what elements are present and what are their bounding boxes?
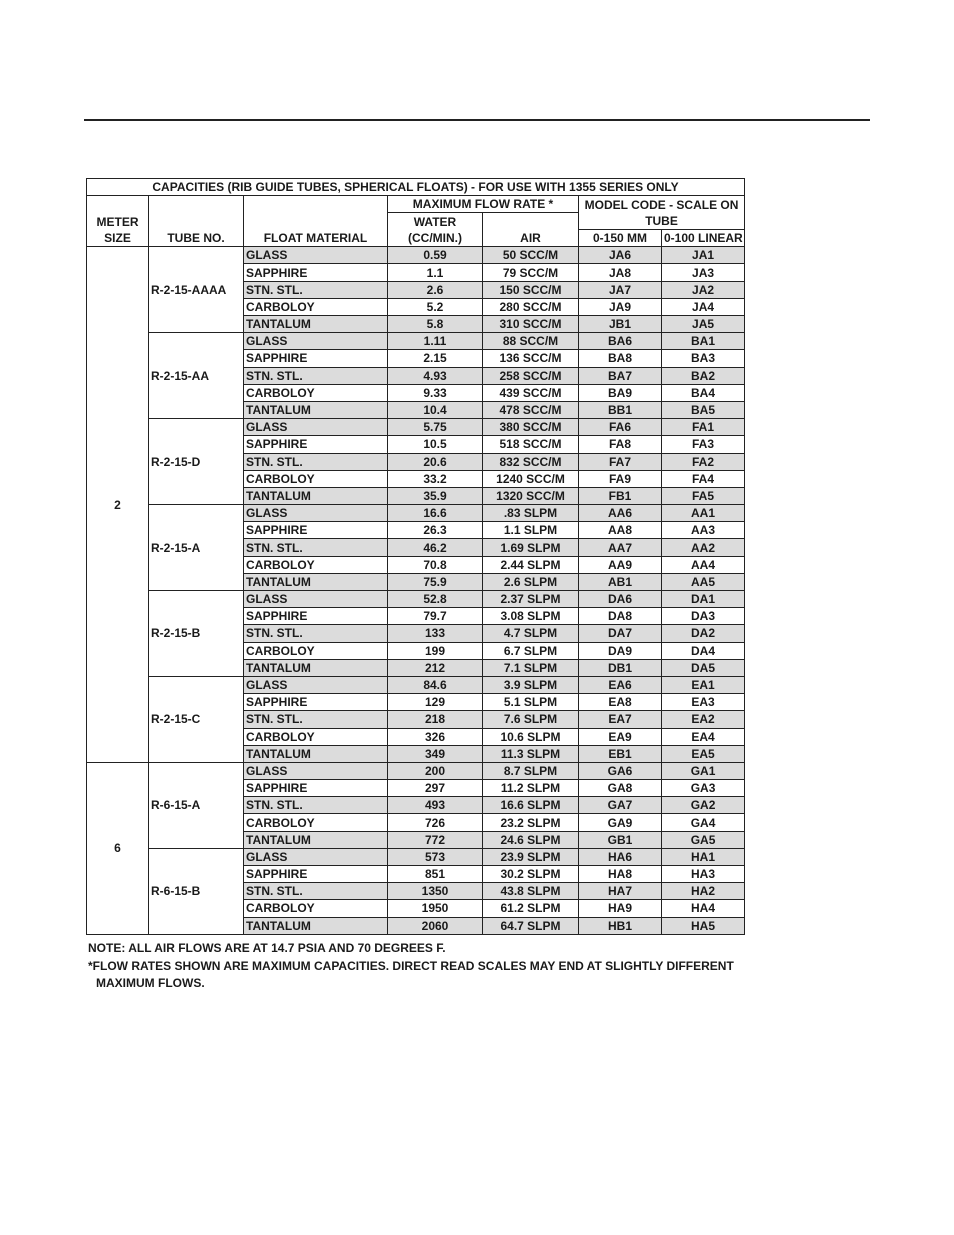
table-title: CAPACITIES (RIB GUIDE TUBES, SPHERICAL FLOATS) - FOR USE WITH 1355 SERIES ONLY (87, 179, 745, 196)
air-flow-cell: 7.6 SLPM (483, 711, 579, 728)
capacities-table (86, 178, 745, 935)
water-flow-cell: 2.6 (388, 281, 483, 298)
header-water-units: (CC/MIN.) (388, 230, 483, 247)
tube-no-cell: R-2-15-B (149, 591, 244, 677)
air-flow-cell: 10.6 SLPM (483, 728, 579, 745)
model-code-mm-cell: FA6 (579, 419, 662, 436)
water-flow-cell: 326 (388, 728, 483, 745)
float-material-cell: SAPPHIRE (244, 694, 388, 711)
air-flow-cell: 23.9 SLPM (483, 848, 579, 865)
water-flow-cell: 35.9 (388, 487, 483, 504)
float-material-cell: TANTALUM (244, 401, 388, 418)
float-material-cell: GLASS (244, 247, 388, 264)
water-flow-cell: 9.33 (388, 384, 483, 401)
air-flow-cell: 11.2 SLPM (483, 780, 579, 797)
model-code-linear-cell: HA5 (662, 917, 745, 934)
model-code-mm-cell: HA7 (579, 883, 662, 900)
table-row (87, 676, 745, 693)
float-material-cell: SAPPHIRE (244, 866, 388, 883)
model-code-linear-cell: AA5 (662, 573, 745, 590)
model-code-mm-cell: GA7 (579, 797, 662, 814)
model-code-linear-cell: AA3 (662, 522, 745, 539)
model-code-linear-cell: DA1 (662, 591, 745, 608)
float-material-cell: GLASS (244, 591, 388, 608)
air-flow-cell: 136 SCC/M (483, 350, 579, 367)
water-flow-cell: 2.15 (388, 350, 483, 367)
air-flow-cell: 439 SCC/M (483, 384, 579, 401)
water-flow-cell: 26.3 (388, 522, 483, 539)
model-code-mm-cell: GA9 (579, 814, 662, 831)
model-code-mm-cell: AA8 (579, 522, 662, 539)
header-size: SIZE (87, 230, 149, 247)
note-air-conditions: NOTE: ALL AIR FLOWS ARE AT 14.7 PSIA AND 70 DEGREES F. (88, 941, 446, 955)
float-material-cell: GLASS (244, 848, 388, 865)
header-air: AIR (483, 230, 579, 247)
model-code-linear-cell: GA4 (662, 814, 745, 831)
float-material-cell: STN. STL. (244, 797, 388, 814)
model-code-mm-cell: HA6 (579, 848, 662, 865)
model-code-mm-cell: JA8 (579, 264, 662, 281)
float-material-cell: CARBOLOY (244, 298, 388, 315)
model-code-linear-cell: BA5 (662, 401, 745, 418)
model-code-linear-cell: JA2 (662, 281, 745, 298)
model-code-linear-cell: JA5 (662, 316, 745, 333)
header-water: WATER (388, 213, 483, 230)
model-code-linear-cell: BA3 (662, 350, 745, 367)
model-code-linear-cell: FA2 (662, 453, 745, 470)
model-code-linear-cell: AA4 (662, 556, 745, 573)
float-material-cell: STN. STL. (244, 883, 388, 900)
float-material-cell: STN. STL. (244, 711, 388, 728)
table-row (87, 247, 745, 264)
water-flow-cell: 70.8 (388, 556, 483, 573)
tube-no-cell: R-2-15-AA (149, 333, 244, 419)
model-code-mm-cell: JA6 (579, 247, 662, 264)
float-material-cell: STN. STL. (244, 281, 388, 298)
water-flow-cell: 297 (388, 780, 483, 797)
air-flow-cell: 3.9 SLPM (483, 676, 579, 693)
water-flow-cell: 493 (388, 797, 483, 814)
water-flow-cell: 772 (388, 831, 483, 848)
tube-no-cell: R-6-15-A (149, 762, 244, 848)
model-code-linear-cell: GA3 (662, 780, 745, 797)
header-float-blank (244, 196, 388, 213)
water-flow-cell: 1.11 (388, 333, 483, 350)
table-row (87, 591, 745, 608)
air-flow-cell: 478 SCC/M (483, 401, 579, 418)
air-flow-cell: 24.6 SLPM (483, 831, 579, 848)
air-flow-cell: 1240 SCC/M (483, 470, 579, 487)
model-code-linear-cell: BA1 (662, 333, 745, 350)
water-flow-cell: 33.2 (388, 470, 483, 487)
model-code-mm-cell: HB1 (579, 917, 662, 934)
model-code-mm-cell: GA8 (579, 780, 662, 797)
water-flow-cell: 1.1 (388, 264, 483, 281)
tube-no-cell: R-6-15-B (149, 848, 244, 934)
meter-size-cell: 6 (87, 762, 149, 934)
model-code-linear-cell: HA3 (662, 866, 745, 883)
float-material-cell: CARBOLOY (244, 556, 388, 573)
table-row (87, 419, 745, 436)
water-flow-cell: 79.7 (388, 608, 483, 625)
model-code-linear-cell: DA5 (662, 659, 745, 676)
float-material-cell: GLASS (244, 419, 388, 436)
model-code-mm-cell: AA9 (579, 556, 662, 573)
air-flow-cell: 258 SCC/M (483, 367, 579, 384)
air-flow-cell: 2.37 SLPM (483, 591, 579, 608)
float-material-cell: SAPPHIRE (244, 608, 388, 625)
water-flow-cell: 10.4 (388, 401, 483, 418)
air-flow-cell: 61.2 SLPM (483, 900, 579, 917)
model-code-mm-cell: BA6 (579, 333, 662, 350)
model-code-mm-cell: BA8 (579, 350, 662, 367)
header-model-code: MODEL CODE - SCALE ON (579, 196, 745, 213)
header-rule (84, 119, 870, 121)
model-code-mm-cell: EA8 (579, 694, 662, 711)
model-code-linear-cell: FA5 (662, 487, 745, 504)
float-material-cell: TANTALUM (244, 917, 388, 934)
header-air-blank (483, 213, 579, 230)
model-code-linear-cell: EA3 (662, 694, 745, 711)
water-flow-cell: 0.59 (388, 247, 483, 264)
model-code-mm-cell: AA6 (579, 505, 662, 522)
water-flow-cell: 16.6 (388, 505, 483, 522)
model-code-mm-cell: JA9 (579, 298, 662, 315)
water-flow-cell: 2060 (388, 917, 483, 934)
float-material-cell: TANTALUM (244, 316, 388, 333)
header-tube-no: TUBE NO. (149, 230, 244, 247)
float-material-cell: STN. STL. (244, 453, 388, 470)
water-flow-cell: 84.6 (388, 676, 483, 693)
table-row (87, 848, 745, 865)
model-code-mm-cell: AB1 (579, 573, 662, 590)
model-code-linear-cell: DA3 (662, 608, 745, 625)
float-material-cell: CARBOLOY (244, 642, 388, 659)
model-code-mm-cell: EB1 (579, 745, 662, 762)
model-code-mm-cell: EA6 (579, 676, 662, 693)
air-flow-cell: 150 SCC/M (483, 281, 579, 298)
air-flow-cell: 2.44 SLPM (483, 556, 579, 573)
float-material-cell: TANTALUM (244, 659, 388, 676)
model-code-linear-cell: EA4 (662, 728, 745, 745)
model-code-mm-cell: DA7 (579, 625, 662, 642)
float-material-cell: CARBOLOY (244, 814, 388, 831)
model-code-linear-cell: FA4 (662, 470, 745, 487)
water-flow-cell: 5.75 (388, 419, 483, 436)
model-code-linear-cell: HA2 (662, 883, 745, 900)
float-material-cell: GLASS (244, 762, 388, 779)
water-flow-cell: 1350 (388, 883, 483, 900)
water-flow-cell: 10.5 (388, 436, 483, 453)
model-code-mm-cell: JB1 (579, 316, 662, 333)
model-code-mm-cell: FA8 (579, 436, 662, 453)
float-material-cell: SAPPHIRE (244, 264, 388, 281)
header-tube-blank (149, 196, 244, 213)
note-flow-rates: *FLOW RATES SHOWN ARE MAXIMUM CAPACITIES. DIRECT READ SCALES MAY END AT SLIGHTLY DIFFERENT (88, 958, 734, 973)
model-code-linear-cell: JA3 (662, 264, 745, 281)
model-code-mm-cell: DA6 (579, 591, 662, 608)
header-max-flow-rate: MAXIMUM FLOW RATE * (388, 196, 579, 213)
water-flow-cell: 129 (388, 694, 483, 711)
model-code-mm-cell: BB1 (579, 401, 662, 418)
model-code-linear-cell: GA2 (662, 797, 745, 814)
float-material-cell: STN. STL. (244, 367, 388, 384)
float-material-cell: STN. STL. (244, 539, 388, 556)
air-flow-cell: 832 SCC/M (483, 453, 579, 470)
model-code-linear-cell: EA5 (662, 745, 745, 762)
meter-size-cell: 2 (87, 247, 149, 763)
float-material-cell: GLASS (244, 676, 388, 693)
model-code-mm-cell: GB1 (579, 831, 662, 848)
air-flow-cell: 23.2 SLPM (483, 814, 579, 831)
water-flow-cell: 4.93 (388, 367, 483, 384)
float-material-cell: GLASS (244, 333, 388, 350)
model-code-mm-cell: FA9 (579, 470, 662, 487)
model-code-mm-cell: DA9 (579, 642, 662, 659)
air-flow-cell: 30.2 SLPM (483, 866, 579, 883)
table-body (87, 247, 745, 935)
water-flow-cell: 46.2 (388, 539, 483, 556)
model-code-linear-cell: FA1 (662, 419, 745, 436)
air-flow-cell: 4.7 SLPM (483, 625, 579, 642)
model-code-mm-cell: DA8 (579, 608, 662, 625)
tube-no-cell: R-2-15-AAAA (149, 247, 244, 333)
model-code-linear-cell: EA2 (662, 711, 745, 728)
table-row (87, 505, 745, 522)
float-material-cell: TANTALUM (244, 831, 388, 848)
model-code-linear-cell: FA3 (662, 436, 745, 453)
air-flow-cell: 2.6 SLPM (483, 573, 579, 590)
air-flow-cell: 7.1 SLPM (483, 659, 579, 676)
model-code-linear-cell: GA1 (662, 762, 745, 779)
header-meter-size-blank (87, 196, 149, 213)
air-flow-cell: 6.7 SLPM (483, 642, 579, 659)
model-code-mm-cell: BA9 (579, 384, 662, 401)
model-code-mm-cell: AA7 (579, 539, 662, 556)
float-material-cell: SAPPHIRE (244, 522, 388, 539)
model-code-mm-cell: EA7 (579, 711, 662, 728)
model-code-linear-cell: JA1 (662, 247, 745, 264)
water-flow-cell: 5.8 (388, 316, 483, 333)
model-code-linear-cell: GA5 (662, 831, 745, 848)
air-flow-cell: .83 SLPM (483, 505, 579, 522)
header-scale-linear: 0-100 LINEAR (662, 230, 745, 247)
water-flow-cell: 1950 (388, 900, 483, 917)
water-flow-cell: 218 (388, 711, 483, 728)
tube-no-cell: R-2-15-A (149, 505, 244, 591)
table-row (87, 762, 745, 779)
air-flow-cell: 1.1 SLPM (483, 522, 579, 539)
water-flow-cell: 349 (388, 745, 483, 762)
water-flow-cell: 20.6 (388, 453, 483, 470)
model-code-linear-cell: DA4 (662, 642, 745, 659)
water-flow-cell: 133 (388, 625, 483, 642)
float-material-cell: SAPPHIRE (244, 780, 388, 797)
float-material-cell: GLASS (244, 505, 388, 522)
float-material-cell: SAPPHIRE (244, 436, 388, 453)
air-flow-cell: 280 SCC/M (483, 298, 579, 315)
air-flow-cell: 16.6 SLPM (483, 797, 579, 814)
air-flow-cell: 310 SCC/M (483, 316, 579, 333)
model-code-linear-cell: BA4 (662, 384, 745, 401)
note-flow-rates-continued: MAXIMUM FLOWS. (96, 976, 205, 990)
air-flow-cell: 88 SCC/M (483, 333, 579, 350)
water-flow-cell: 200 (388, 762, 483, 779)
model-code-linear-cell: AA2 (662, 539, 745, 556)
air-flow-cell: 50 SCC/M (483, 247, 579, 264)
water-flow-cell: 199 (388, 642, 483, 659)
water-flow-cell: 851 (388, 866, 483, 883)
tube-no-cell: R-2-15-C (149, 676, 244, 762)
model-code-mm-cell: DB1 (579, 659, 662, 676)
air-flow-cell: 64.7 SLPM (483, 917, 579, 934)
header-float-blank-2 (244, 213, 388, 230)
model-code-linear-cell: HA4 (662, 900, 745, 917)
header-tube-blank-2 (149, 213, 244, 230)
float-material-cell: TANTALUM (244, 573, 388, 590)
model-code-mm-cell: EA9 (579, 728, 662, 745)
air-flow-cell: 5.1 SLPM (483, 694, 579, 711)
model-code-linear-cell: JA4 (662, 298, 745, 315)
air-flow-cell: 11.3 SLPM (483, 745, 579, 762)
float-material-cell: SAPPHIRE (244, 350, 388, 367)
air-flow-cell: 79 SCC/M (483, 264, 579, 281)
model-code-linear-cell: AA1 (662, 505, 745, 522)
air-flow-cell: 43.8 SLPM (483, 883, 579, 900)
water-flow-cell: 726 (388, 814, 483, 831)
air-flow-cell: 1.69 SLPM (483, 539, 579, 556)
float-material-cell: CARBOLOY (244, 728, 388, 745)
model-code-mm-cell: JA7 (579, 281, 662, 298)
model-code-linear-cell: EA1 (662, 676, 745, 693)
water-flow-cell: 75.9 (388, 573, 483, 590)
header-float-material: FLOAT MATERIAL (244, 230, 388, 247)
model-code-mm-cell: HA9 (579, 900, 662, 917)
table-row (87, 333, 745, 350)
header-tube-label: TUBE (579, 213, 745, 230)
model-code-mm-cell: HA8 (579, 866, 662, 883)
water-flow-cell: 52.8 (388, 591, 483, 608)
tube-no-cell: R-2-15-D (149, 419, 244, 505)
float-material-cell: CARBOLOY (244, 470, 388, 487)
model-code-linear-cell: BA2 (662, 367, 745, 384)
header-meter: METER (87, 213, 149, 230)
water-flow-cell: 573 (388, 848, 483, 865)
header-scale-mm: 0-150 MM (579, 230, 662, 247)
float-material-cell: TANTALUM (244, 487, 388, 504)
model-code-mm-cell: GA6 (579, 762, 662, 779)
model-code-mm-cell: FA7 (579, 453, 662, 470)
float-material-cell: CARBOLOY (244, 384, 388, 401)
float-material-cell: TANTALUM (244, 745, 388, 762)
model-code-mm-cell: BA7 (579, 367, 662, 384)
model-code-linear-cell: DA2 (662, 625, 745, 642)
float-material-cell: STN. STL. (244, 625, 388, 642)
notes (88, 940, 808, 993)
air-flow-cell: 518 SCC/M (483, 436, 579, 453)
air-flow-cell: 380 SCC/M (483, 419, 579, 436)
float-material-cell: CARBOLOY (244, 900, 388, 917)
model-code-mm-cell: FB1 (579, 487, 662, 504)
air-flow-cell: 8.7 SLPM (483, 762, 579, 779)
air-flow-cell: 1320 SCC/M (483, 487, 579, 504)
air-flow-cell: 3.08 SLPM (483, 608, 579, 625)
water-flow-cell: 5.2 (388, 298, 483, 315)
model-code-linear-cell: HA1 (662, 848, 745, 865)
water-flow-cell: 212 (388, 659, 483, 676)
